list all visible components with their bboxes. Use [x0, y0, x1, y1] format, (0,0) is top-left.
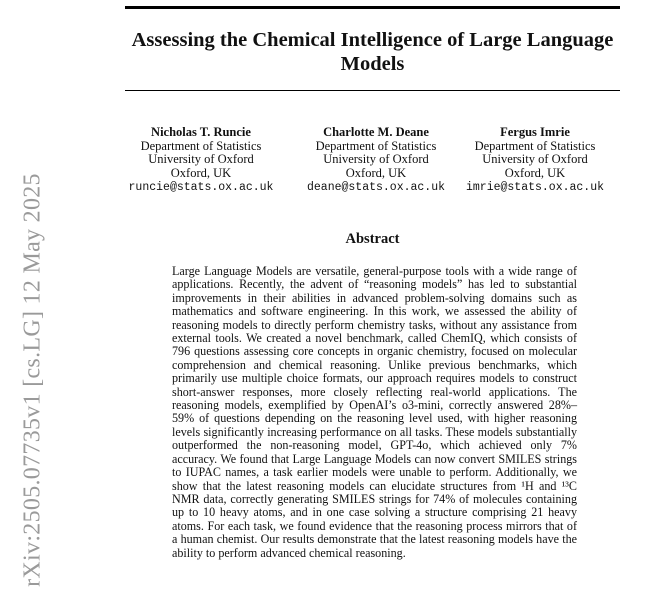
title-bottom-rule [125, 90, 620, 91]
author-department: Department of Statistics [474, 138, 596, 153]
author-block [296, 126, 456, 195]
arxiv-identifier-stamp[interactable]: rXiv:2505.07735v1 [cs.LG] 12 May 2025 [19, 173, 46, 587]
author-university: University of Oxford [323, 152, 429, 166]
author-block [455, 126, 615, 195]
author-name: Charlotte M. Deane [323, 125, 429, 139]
author-location: Oxford, UK [504, 165, 566, 180]
abstract-body [172, 265, 577, 560]
author-department: Department of Statistics [315, 138, 437, 153]
abstract-heading: Abstract [345, 231, 400, 247]
paper-title: Assessing the Chemical Intelligence of Large Language Models [131, 29, 614, 75]
author-email[interactable]: deane@stats.ox.ac.uk [306, 181, 446, 194]
author-location: Oxford, UK [345, 165, 407, 180]
author-department: Department of Statistics [140, 138, 262, 153]
author-block [121, 126, 281, 195]
title-top-rule [125, 6, 620, 9]
author-name: Nicholas T. Runcie [151, 125, 251, 139]
author-location: Oxford, UK [170, 165, 232, 180]
author-university: University of Oxford [482, 152, 588, 166]
author-email[interactable]: runcie@stats.ox.ac.uk [128, 181, 274, 194]
abstract-text: Large Language Models are versatile, general-purpose tools with a wide range of applications. Recently, the advent of “reasoning models” has led to substantial improvements in their abilities in advanced problem-solving domains such as mathematics and software engineering. In this work, we assessed the ability of reasoning models to directly perform chemistry tasks, without any assistance from external tools. We created a novel benchmark, called ChemIQ, which consists of 796 questions assessing core concepts in organic chemistry, focused on molecular comprehension and chemical reasoning. Unlike previous benchmarks, which primarily use multiple choice formats, our approach requires models to construct short-answer responses, more closely reflecting real-world applications. The reasoning models, exemplified by OpenAI’s o3-mini, correctly answered 28%–59% of questions depending on the reasoning level used, with higher reasoning levels significantly increasing performance on all tasks. These models substantially outperformed the non-reasoning model, GPT-4o, which achieved only 7% accuracy. We found that Large Language Models can now convert SMILES strings to IUPAC names, a task earlier models were unable to perform. Additionally, we show that the latest reasoning models can elucidate structures from ¹H and ¹³C NMR data, correctly generating SMILES strings for 74% of molecules containing up to 10 heavy atoms, and in one case solving a structure comprising 21 heavy atoms. For each task, we found evidence that the reasoning process mirrors that of a human chemist. Our results demonstrate that the latest reasoning models have the ability to perform advanced chemical reasoning. [172, 264, 577, 560]
author-name: Fergus Imrie [500, 125, 570, 139]
author-email[interactable]: imrie@stats.ox.ac.uk [465, 181, 605, 194]
author-university: University of Oxford [148, 152, 254, 166]
